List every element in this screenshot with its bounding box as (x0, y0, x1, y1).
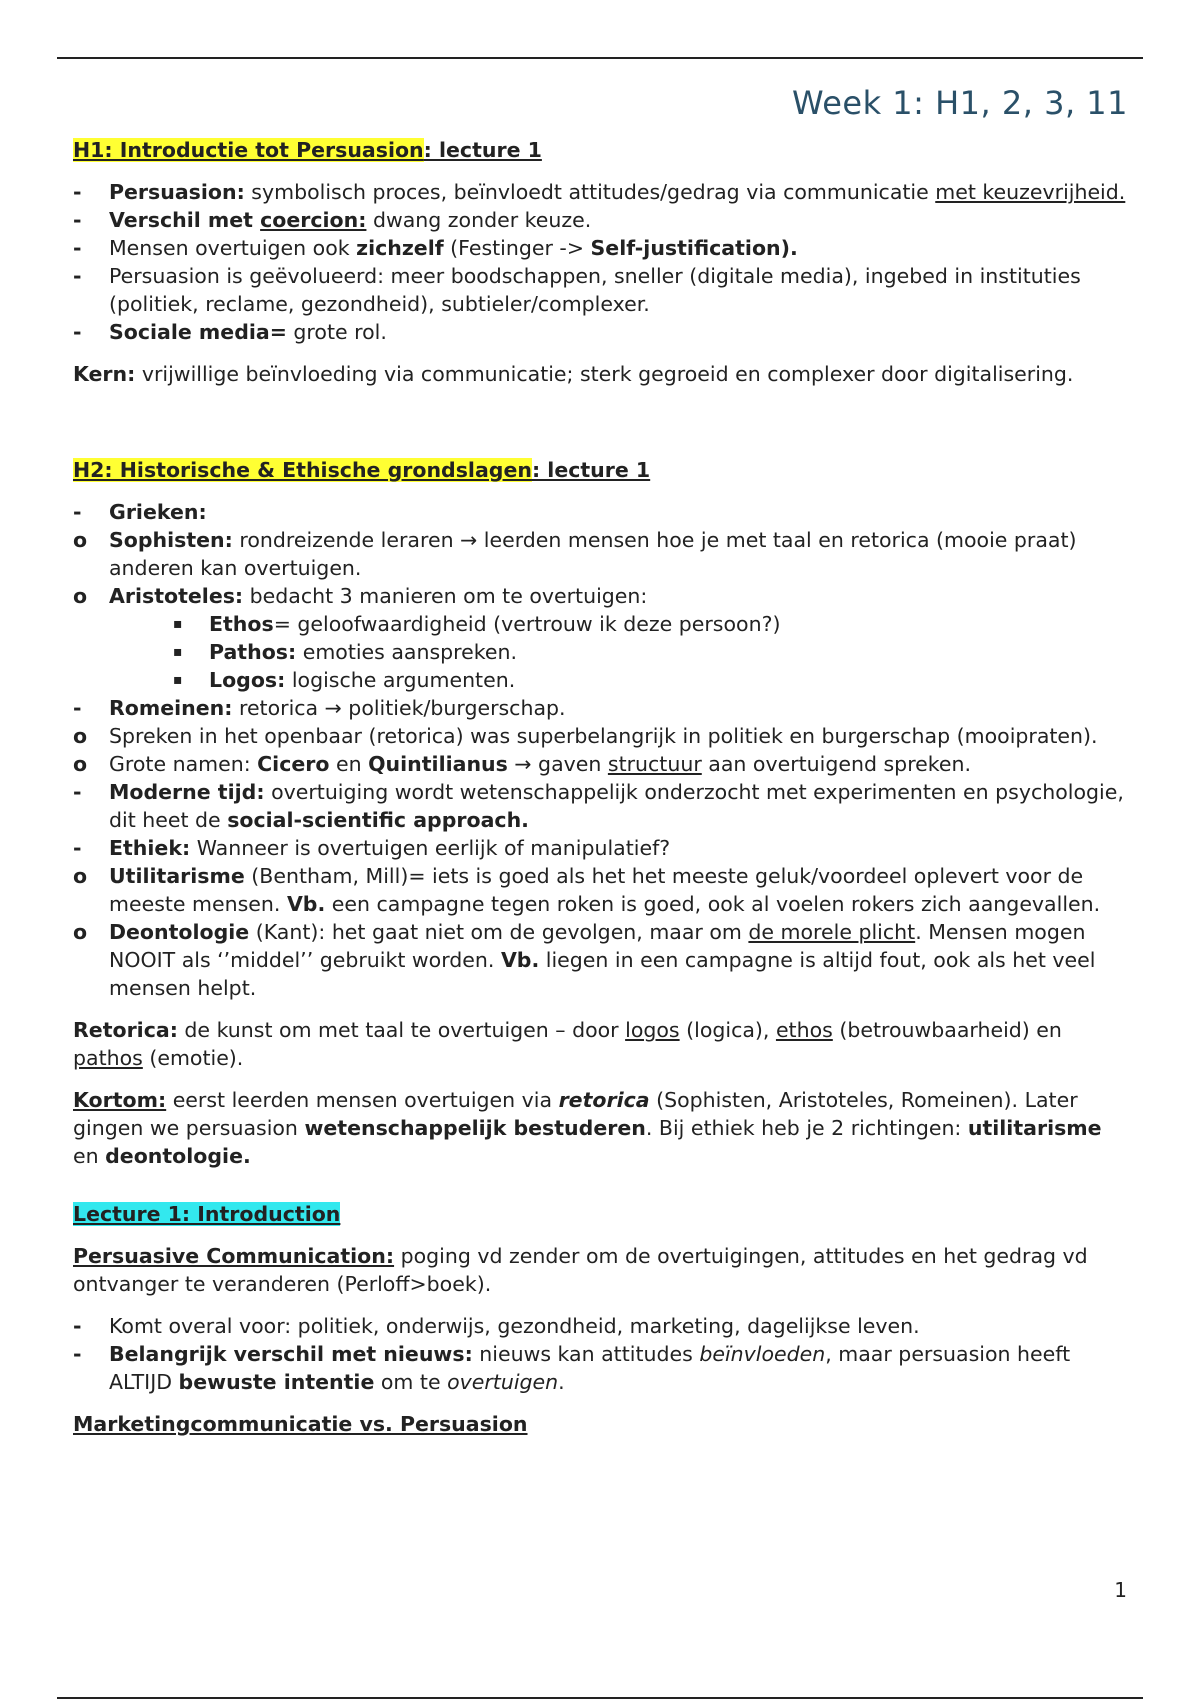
list-item: ▪ Logos: logische argumenten. (173, 668, 516, 692)
lecture-heading: Lecture 1: Introduction (73, 1202, 341, 1226)
list-item: - Verschil met coercion: dwang zonder keuze. (73, 208, 592, 232)
list-item: - Moderne tijd: overtuiging wordt wetenschappelijk onderzocht met experimenten en psychologie, dit heet de social-scientific approach. (73, 780, 1124, 832)
list-item: - Grieken: (73, 500, 207, 524)
list-item: - Belangrijk verschil met nieuws: nieuws kan attitudes beïnvloeden, maar persuasion heeft ALTIJD bewuste intentie om te overtuigen. (73, 1342, 1071, 1394)
list-item: o Aristoteles: bedacht 3 manieren om te overtuigen: (73, 584, 648, 608)
h1-heading (73, 136, 1133, 164)
list-item: ▪ Pathos: emoties aanspreken. (173, 640, 518, 664)
list-item: - Ethiek: Wanneer is overtuigen eerlijk of manipulatief? (73, 836, 671, 860)
document-body (73, 136, 1133, 1438)
h2-heading-rest: : lecture 1 (531, 458, 651, 482)
h1-kern: Kern: vrijwillige beïnvloeding via communicatie; sterk gegroeid en complexer door digitalisering. (73, 362, 1074, 386)
page-title: Week 1: H1, 2, 3, 11 (791, 84, 1128, 122)
h2-heading-highlight: H2: Historische & Ethische grondslagen (73, 458, 532, 482)
list-item: - Romeinen: retorica → politiek/burgerschap. (73, 696, 566, 720)
h2-kortom: Kortom: eerst leerden mensen overtuigen via retorica (Sophisten, Aristoteles, Romeinen). Later gingen we persuasion wetenschappelijk bestuderen. Bij ethiek heb je 2 richtingen: utilitarisme en deontologie. (73, 1088, 1102, 1168)
page-number: 1 (1114, 1578, 1127, 1602)
list-item: o Grote namen: Cicero en Quintilianus → gaven structuur aan overtuigend spreken. (73, 752, 972, 776)
h1-bullet-list (73, 178, 1133, 346)
lecture-bullet-list (73, 1312, 1133, 1396)
list-item: o Deontologie (Kant): het gaat niet om de gevolgen, maar om de morele plicht. Mensen mogen NOOIT als ‘’middel’’ gebruikt worden. Vb. liegen in een campagne is altijd fout, ook als het veel mensen helpt. (73, 920, 1096, 1000)
bottom-rule (57, 1697, 1143, 1699)
h1-heading-highlight: H1: Introductie tot Persuasion (73, 138, 424, 162)
list-item: - Sociale media= grote rol. (73, 320, 387, 344)
list-item: o Spreken in het openbaar (retorica) was superbelangrijk in politiek en burgerschap (mooipraten). (73, 724, 1098, 748)
h2-bullet-list (73, 498, 1133, 1002)
h2-heading (73, 456, 1133, 484)
list-item: o Sophisten: rondreizende leraren → leerden mensen hoe je met taal en retorica (mooie praat) anderen kan overtuigen. (73, 528, 1077, 580)
list-item: ▪ Ethos= geloofwaardigheid (vertrouw ik deze persoon?) (173, 612, 781, 636)
list-item: o Utilitarisme (Bentham, Mill)= iets is goed als het het meeste geluk/voordeel oplevert voor de meeste mensen. Vb. een campagne tegen roken is goed, ook al voelen rokers zich aangevallen. (73, 864, 1101, 916)
list-item: - Persuasion is geëvolueerd: meer boodschappen, sneller (digitale media), ingebed in instituties (politiek, reclame, gezondheid), subtieler/complexer. (73, 264, 1081, 316)
h2-retorica: Retorica: de kunst om met taal te overtuigen – door logos (logica), ethos (betrouwbaarheid) en pathos (emotie). (73, 1018, 1062, 1070)
top-rule (57, 57, 1143, 59)
marketing-heading: Marketingcommunicatie vs. Persuasion (73, 1412, 528, 1436)
list-item: - Mensen overtuigen ook zichzelf (Festinger -> Self-justification). (73, 236, 798, 260)
list-item: - Persuasion: symbolisch proces, beïnvloedt attitudes/gedrag via communicatie met keuzevrijheid. (73, 180, 1126, 204)
list-item: - Komt overal voor: politiek, onderwijs, gezondheid, marketing, dagelijkse leven. (73, 1314, 920, 1338)
h1-heading-rest: : lecture 1 (423, 138, 542, 162)
lecture-definition: Persuasive Communication: poging vd zender om de overtuigingen, attitudes en het gedrag vd ontvanger te veranderen (Perloff>boek). (73, 1244, 1088, 1296)
